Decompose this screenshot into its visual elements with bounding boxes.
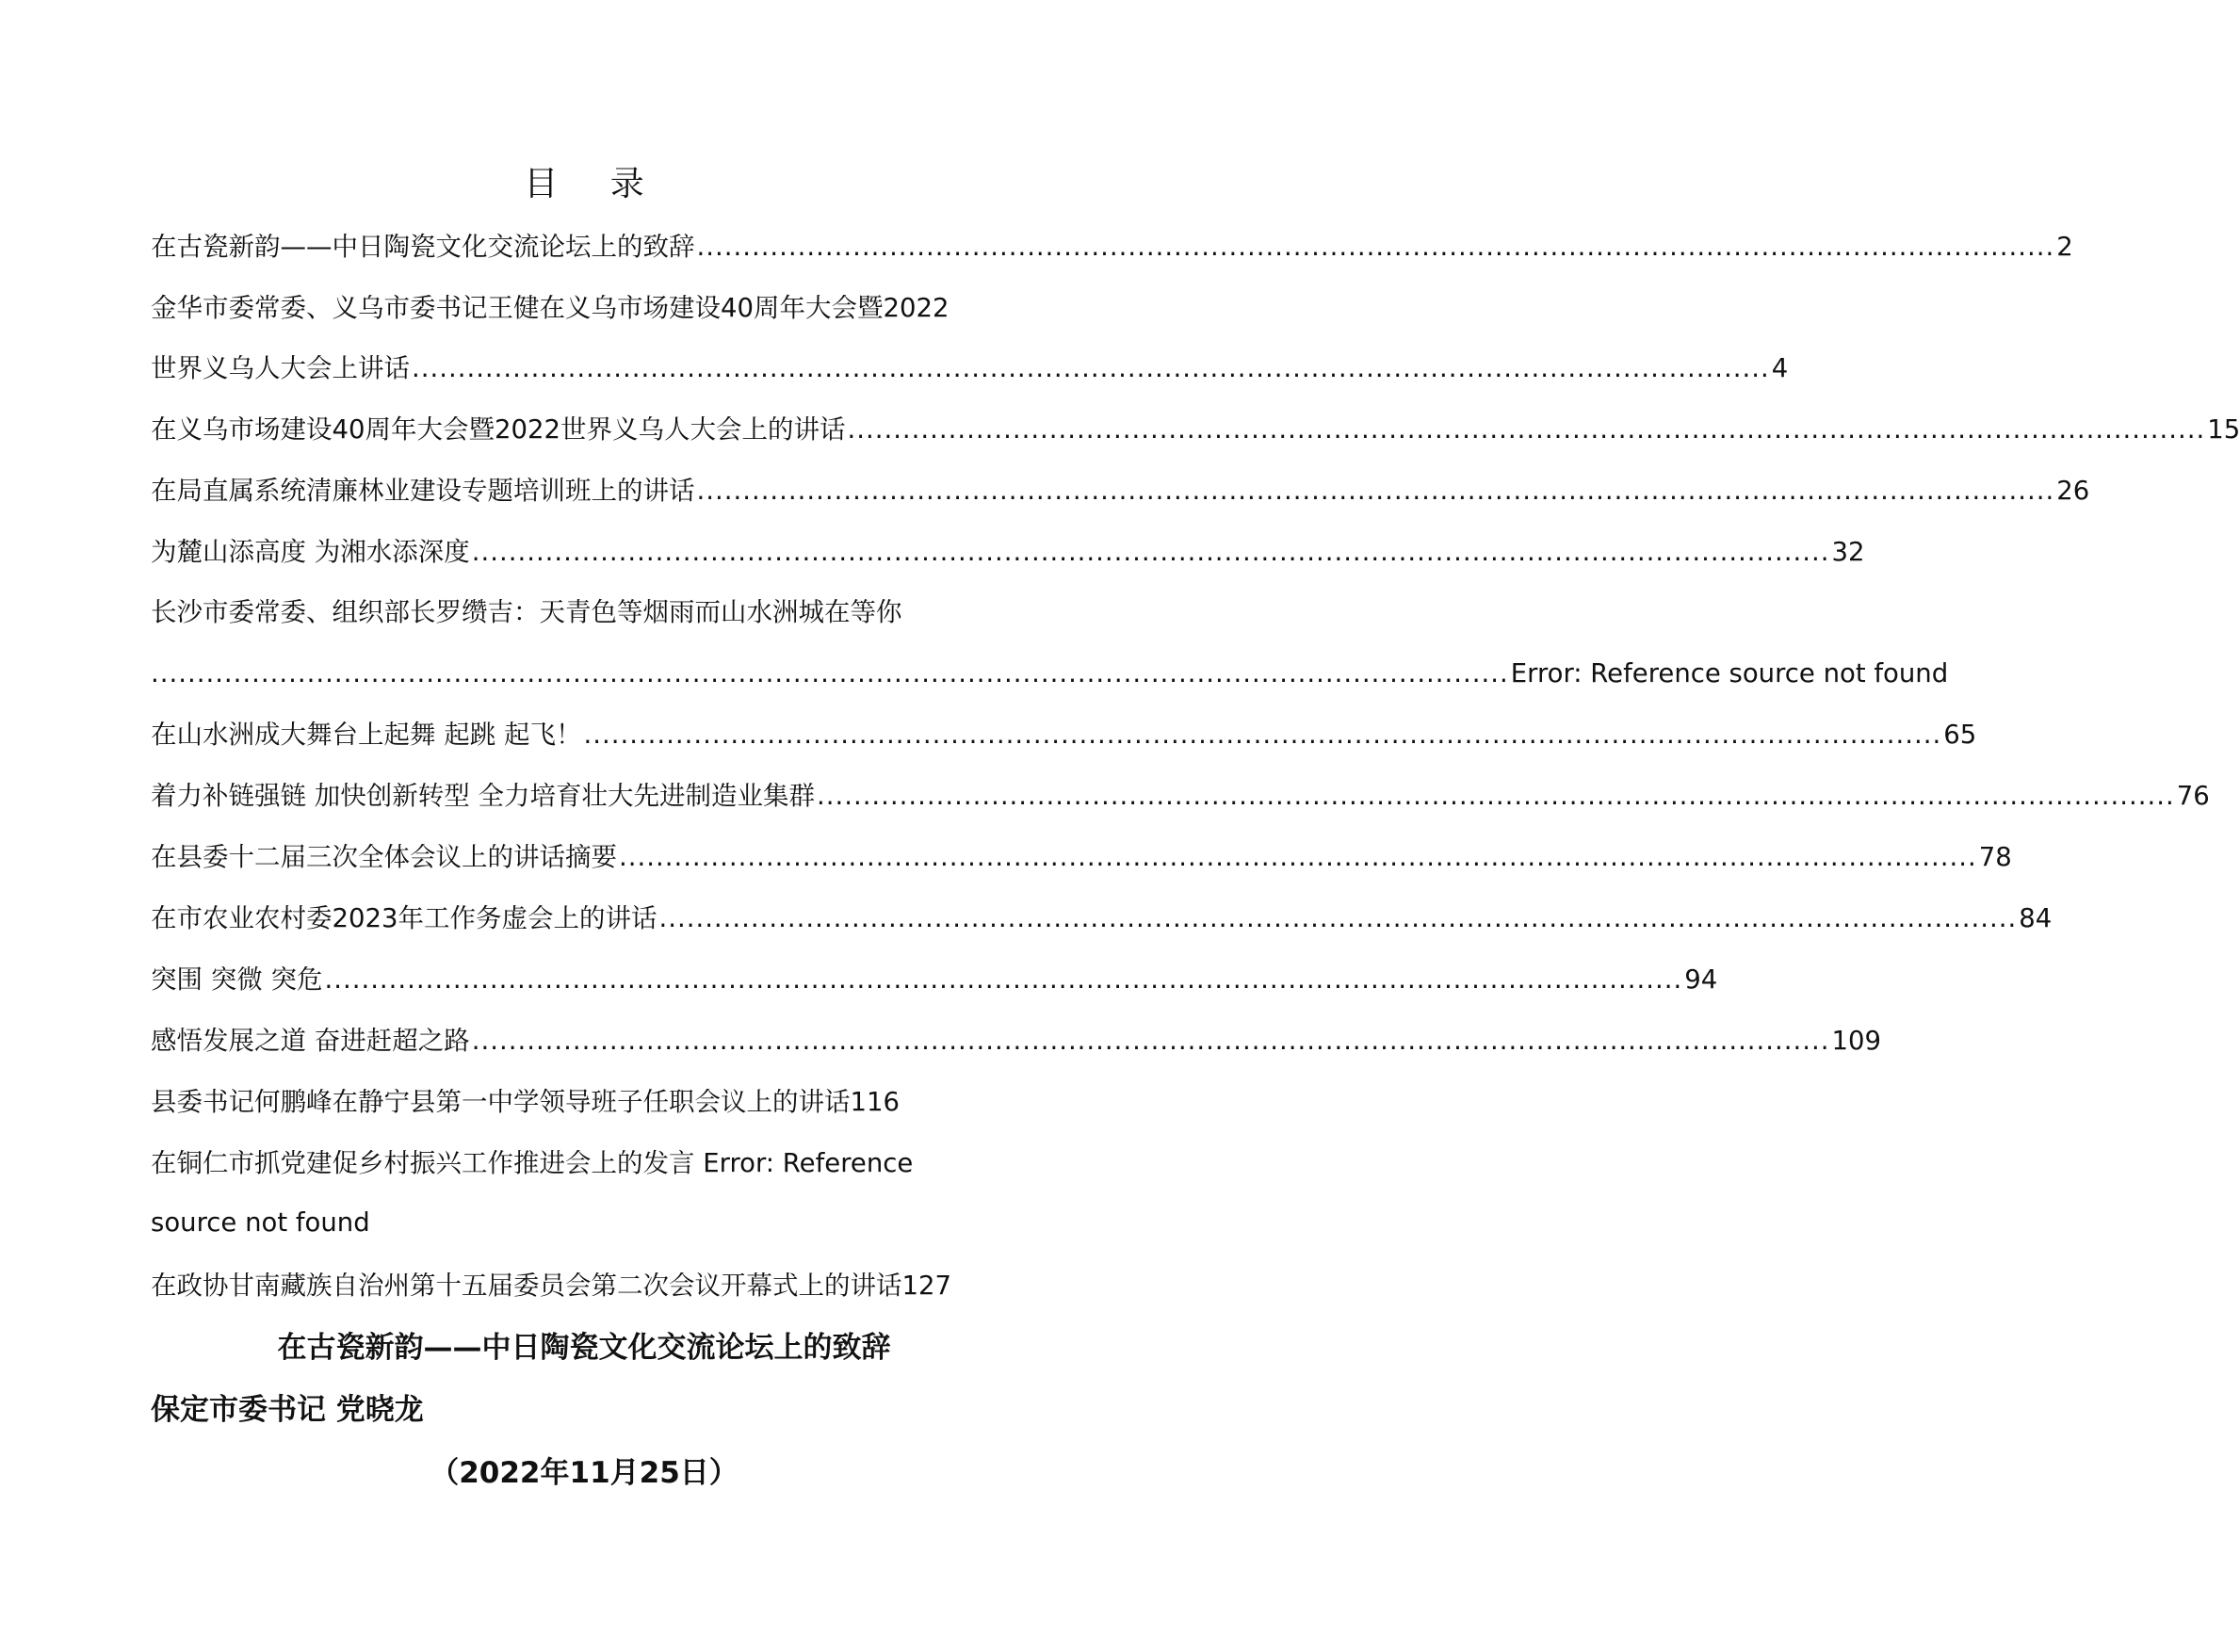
toc-entry-title: 在铜仁市抓党建促乡村振兴工作推进会上的发言 — [151, 1148, 695, 1178]
toc-entry-page: 109 — [1831, 1026, 1881, 1056]
toc-entry-page: 32 — [1831, 537, 1865, 567]
article-date: （2022年11月25日） — [430, 1456, 739, 1490]
toc-entry-title: 世界义乌人大会上讲话 — [151, 353, 410, 383]
toc-entry[interactable] — [151, 474, 2090, 508]
toc-entry-page: 78 — [1978, 842, 2012, 872]
toc-leader-dots: .................................................................................................................................................... — [658, 903, 2018, 933]
toc-leader-dots: .................................................................................................................................................... — [471, 1026, 1830, 1056]
toc-entry[interactable] — [151, 1024, 1881, 1058]
toc-leader-dots: .................................................................................................................................................... — [816, 781, 2175, 811]
toc-leader-dots: .................................................................................................................................................... — [583, 720, 1942, 750]
toc-entry-title: 在古瓷新韵——中日陶瓷文化交流论坛上的致辞 — [151, 232, 695, 262]
toc-entry-title: 金华市委常委、义乌市委书记王健在义乌市场建设40周年大会暨2022 — [151, 293, 950, 323]
toc-entry-page: 15 — [2207, 414, 2240, 445]
toc-entry-page: 84 — [2019, 903, 2053, 933]
toc-entry-continuation[interactable] — [151, 656, 1949, 690]
toc-entry-title: 在市农业农村委2023年工作务虚会上的讲话 — [151, 903, 657, 933]
toc-entry-page: 94 — [1684, 964, 1718, 995]
toc-entry-title: 为麓山添高度 为湘水添深度 — [151, 537, 470, 567]
toc-entry-title: 在山水洲成大舞台上起舞 起跳 起飞！ — [151, 720, 582, 750]
toc-leader-dots: .................................................................................................................................................... — [412, 353, 1770, 383]
toc-entry-page: Error: Reference source not found — [1510, 658, 1949, 688]
toc-title: 目 录 — [524, 165, 665, 203]
toc-entry-title: 着力补链强链 加快创新转型 全力培育壮大先进制造业集群 — [151, 781, 815, 811]
toc-entry-title: 长沙市委常委、组织部长罗缵吉：天青色等烟雨而山水洲城在等你 — [151, 597, 902, 627]
toc-leader-dots: .................................................................................................................................................... — [696, 476, 2055, 506]
toc-entry[interactable] — [151, 535, 1865, 569]
toc-entry[interactable] — [151, 291, 1036, 325]
toc-entry-page: 26 — [2056, 476, 2090, 506]
toc-entry-page: 116 — [850, 1087, 900, 1117]
toc-entry[interactable] — [151, 779, 2210, 813]
toc-entry-page: 127 — [901, 1271, 951, 1301]
toc-entry-page: source not found — [151, 1207, 370, 1238]
toc-entry[interactable] — [151, 413, 2240, 446]
toc-leader-dots: .................................................................................................................................................... — [696, 232, 2055, 262]
toc-entry[interactable] — [151, 963, 1718, 996]
toc-entry[interactable] — [151, 595, 1017, 629]
toc-leader-dots: .................................................................................................................................................... — [151, 658, 1509, 688]
toc-entry[interactable] — [151, 901, 2053, 935]
toc-entry-title: 在政协甘南藏族自治州第十五届委员会第二次会议开幕式上的讲话 — [151, 1271, 902, 1301]
toc-entry-page: 76 — [2176, 781, 2210, 811]
toc-leader-dots: .................................................................................................................................................... — [471, 537, 1830, 567]
toc-entry-continuation[interactable] — [151, 1206, 1017, 1239]
article-author: 保定市委书记 党晓龙 — [151, 1393, 424, 1427]
article-title: 在古瓷新韵——中日陶瓷文化交流论坛上的致辞 — [277, 1331, 891, 1365]
toc-entry-title: 在义乌市场建设40周年大会暨2022世界义乌人大会上的讲话 — [151, 414, 846, 445]
toc-entry-page: 2 — [2056, 232, 2073, 262]
toc-leader-dots: .................................................................................................................................................... — [619, 842, 1977, 872]
toc-entry[interactable] — [151, 1146, 1017, 1180]
toc-leader-dots: .................................................................................................................................................... — [847, 414, 2206, 445]
toc-entry[interactable] — [151, 718, 1977, 752]
toc-entry-continuation[interactable] — [151, 351, 1789, 385]
toc-entry-page: Error: Reference — [703, 1148, 914, 1178]
toc-entry-title: 县委书记何鹏峰在静宁县第一中学领导班子任职会议上的讲话 — [151, 1087, 851, 1117]
toc-entry-title: 突围 突微 突危 — [151, 964, 323, 995]
toc-entry[interactable] — [151, 1085, 1017, 1119]
toc-entry[interactable] — [151, 1269, 1017, 1303]
toc-entry-page: 4 — [1771, 353, 1789, 383]
toc-entry[interactable] — [151, 840, 2012, 874]
toc-entry[interactable] — [151, 230, 2073, 264]
toc-entry-title: 在县委十二届三次全体会议上的讲话摘要 — [151, 842, 617, 872]
toc-entry-title: 在局直属系统清廉林业建设专题培训班上的讲话 — [151, 476, 695, 506]
toc-leader-dots: .................................................................................................................................................... — [324, 964, 1683, 995]
toc-entry-title: 感悟发展之道 奋进赶超之路 — [151, 1026, 470, 1056]
toc-entry-page: 65 — [1943, 720, 1977, 750]
